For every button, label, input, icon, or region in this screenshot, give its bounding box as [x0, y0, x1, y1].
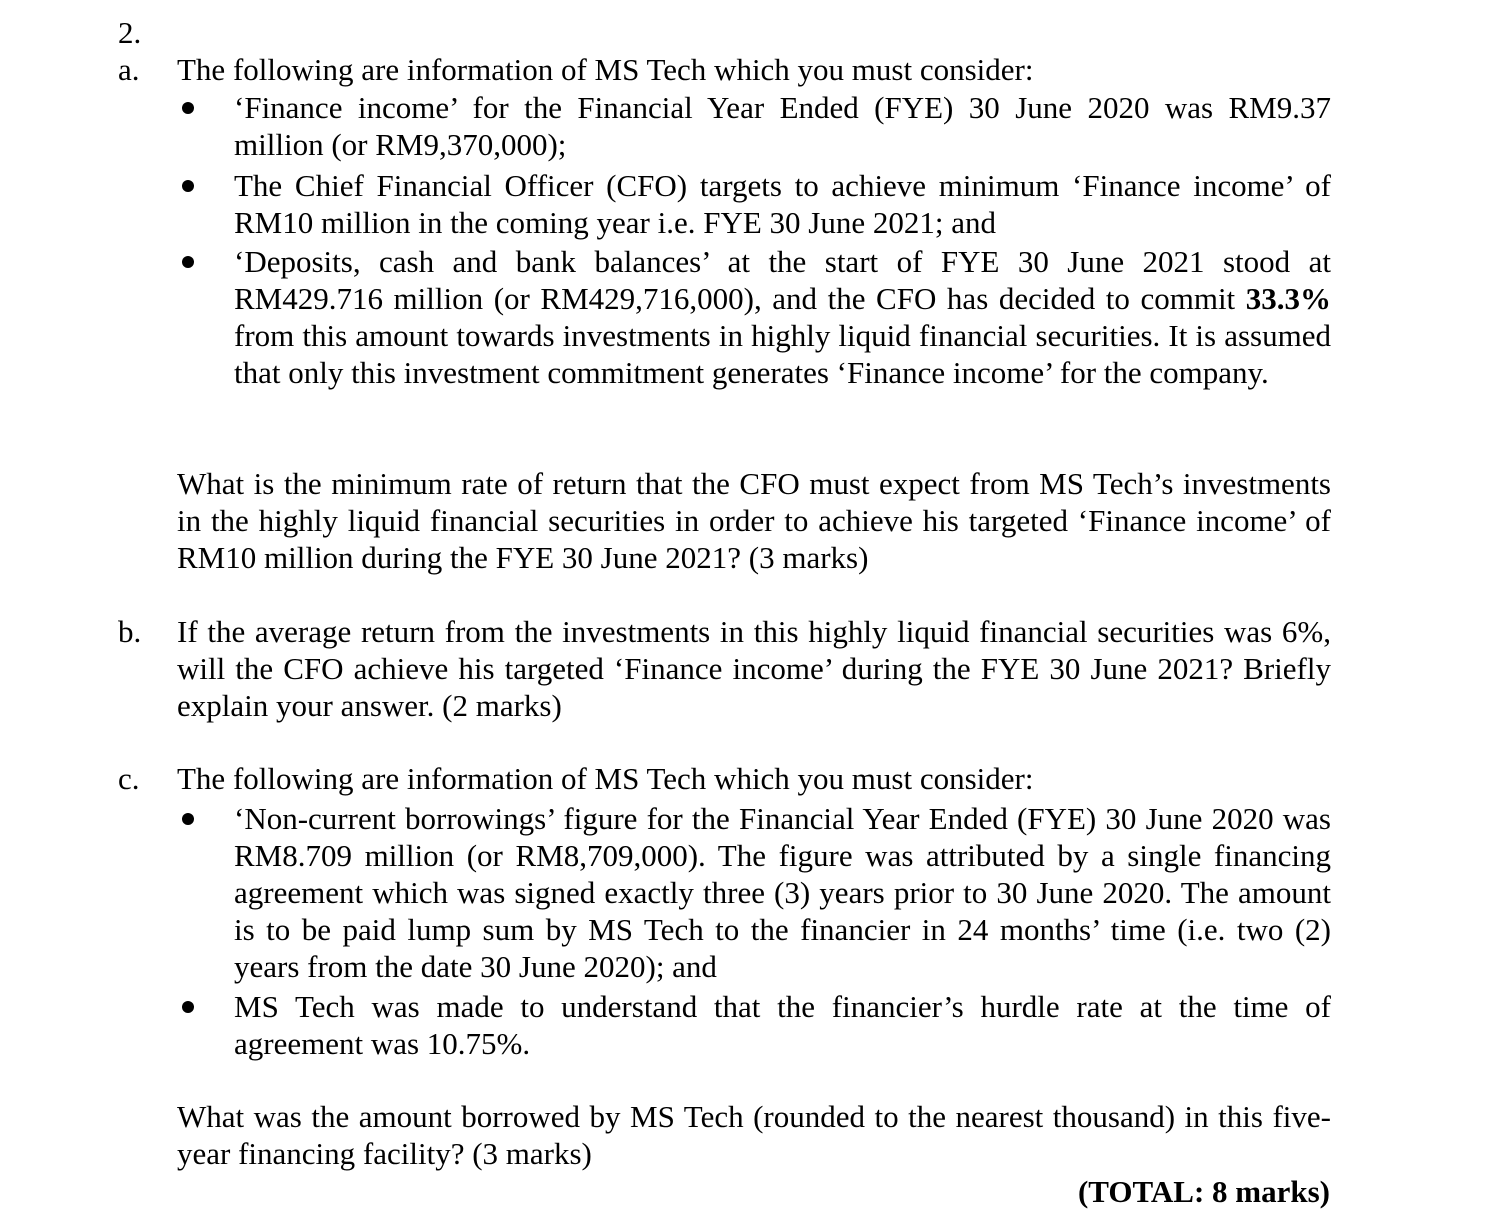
part-b-label: b.	[118, 614, 142, 649]
bullet-3-text-post: from this amount towards investments in highly liquid financial securities. It is assumed that only this investment commitment generates ‘Finance income’ for the company.	[234, 318, 1331, 390]
part-a-intro: The following are information of MS Tech which you must consider:	[177, 52, 1034, 87]
question-number: 2.	[118, 15, 142, 50]
part-a-bullet-3	[234, 243, 1331, 391]
bullet-icon	[182, 180, 194, 192]
part-c-bullet-1: ‘Non-current borrowings’ figure for the Financial Year Ended (FYE) 30 June 2020 was RM8.709 million (or RM8,709,000). The figure was attributed by a single financing agreement which was signed exactly three (3) years prior to 30 June 2020. The amount is to be paid lump sum by MS Tech to the financier in 24 months’ time (i.e. two (2) years from the date 30 June 2020); and	[234, 801, 1331, 984]
bullet-icon	[182, 102, 194, 114]
part-c-bullet-2: MS Tech was made to understand that the financier’s hurdle rate at the time of agreement was 10.75%.	[234, 989, 1331, 1061]
part-c-question: What was the amount borrowed by MS Tech (rounded to the nearest thousand) in this five-year financing facility? (3 marks)	[177, 1099, 1331, 1171]
bullet-3-text-pre: ‘Deposits, cash and bank balances’ at the start of FYE 30 June 2021 stood at RM429.716 million (or RM429,716,000), and the CFO has decided to commit	[234, 244, 1331, 316]
bullet-icon	[182, 1001, 194, 1013]
part-a-bullet-2: The Chief Financial Officer (CFO) targets to achieve minimum ‘Finance income’ of RM10 million in the coming year i.e. FYE 30 June 2021; and	[234, 168, 1331, 240]
part-a-question: What is the minimum rate of return that the CFO must expect from MS Tech’s investments in the highly liquid financial securities in order to achieve his targeted ‘Finance income’ of RM10 million during the FYE 30 June 2021? (3 marks)	[177, 466, 1331, 575]
bullet-icon	[182, 813, 194, 825]
commit-percentage: 33.3%	[1245, 281, 1331, 316]
bullet-icon	[182, 256, 194, 268]
part-b-question: If the average return from the investments in this highly liquid financial securities was 6%, will the CFO achieve his targeted ‘Finance income’ during the FYE 30 June 2021? Briefly explain your answer. (2 marks)	[177, 614, 1331, 723]
part-a-label: a.	[118, 52, 140, 87]
total-marks: (TOTAL: 8 marks)	[1077, 1174, 1330, 1209]
part-a-bullet-1: ‘Finance income’ for the Financial Year Ended (FYE) 30 June 2020 was RM9.37 million (or RM9,370,000);	[234, 90, 1331, 162]
part-c-intro: The following are information of MS Tech which you must consider:	[177, 761, 1034, 796]
part-c-label: c.	[118, 761, 140, 796]
